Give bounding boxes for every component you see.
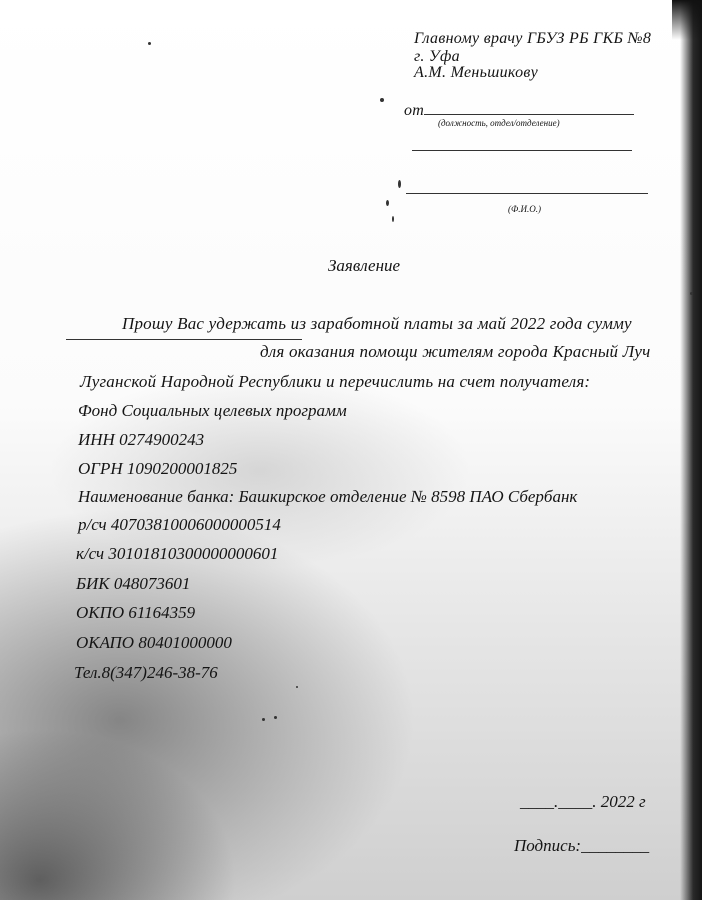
scan-corner-shadow [672, 0, 702, 40]
date-field: ____.____. 2022 г [520, 792, 646, 811]
recipient-bank: Наименование банка: Башкирское отделение № 8598 ПАО Сбербанк [78, 487, 578, 506]
recipient-okpo: ОКПО 61164359 [76, 603, 196, 622]
scan-speck [262, 718, 265, 721]
fio-line [406, 193, 648, 194]
scan-speck [690, 292, 693, 295]
body-line-3: Луганской Народной Республики и перечислить на счет получателя: [80, 372, 591, 391]
recipient-okapo: ОКАПО 80401000000 [76, 633, 232, 652]
addressee-line-2: г. Уфа [414, 48, 460, 65]
scan-speck [148, 42, 151, 45]
department-line [412, 150, 632, 151]
scan-speck [274, 716, 277, 719]
body-line-1: Прошу Вас удержать из заработной платы за май 2022 года сумму [122, 314, 632, 333]
recipient-rs: р/сч 40703810006000000514 [78, 515, 281, 534]
scan-speck [398, 180, 401, 188]
recipient-phone: Тел.8(347)246-38-76 [74, 663, 218, 682]
body-line-2: для оказания помощи жителям города Красный Луч [260, 342, 651, 361]
scan-speck [392, 216, 394, 222]
addressee-line-1: Главному врачу ГБУЗ РБ ГКБ №8 [414, 30, 652, 47]
position-hint: (должность, отдел/отделение) [438, 118, 560, 128]
scan-speck [296, 686, 298, 688]
scan-speck [380, 98, 384, 102]
addressee-line-3: А.М. Меньшикову [414, 64, 539, 81]
recipient-inn: ИНН 0274900243 [78, 430, 205, 449]
signature-field: Подпись:________ [514, 836, 650, 855]
recipient-bik: БИК 048073601 [76, 574, 191, 593]
recipient-name: Фонд Социальных целевых программ [78, 401, 347, 420]
from-position-line [424, 114, 634, 115]
document-title: Заявление [328, 256, 401, 275]
recipient-ks: к/сч 30101810300000000601 [76, 544, 279, 563]
indent-underline [66, 339, 302, 340]
scan-edge-shadow [680, 0, 702, 900]
from-prefix: от [404, 102, 425, 119]
recipient-ogrn: ОГРН 1090200001825 [78, 459, 238, 478]
scan-speck [386, 200, 389, 206]
fio-hint: (Ф.И.О.) [508, 204, 541, 214]
